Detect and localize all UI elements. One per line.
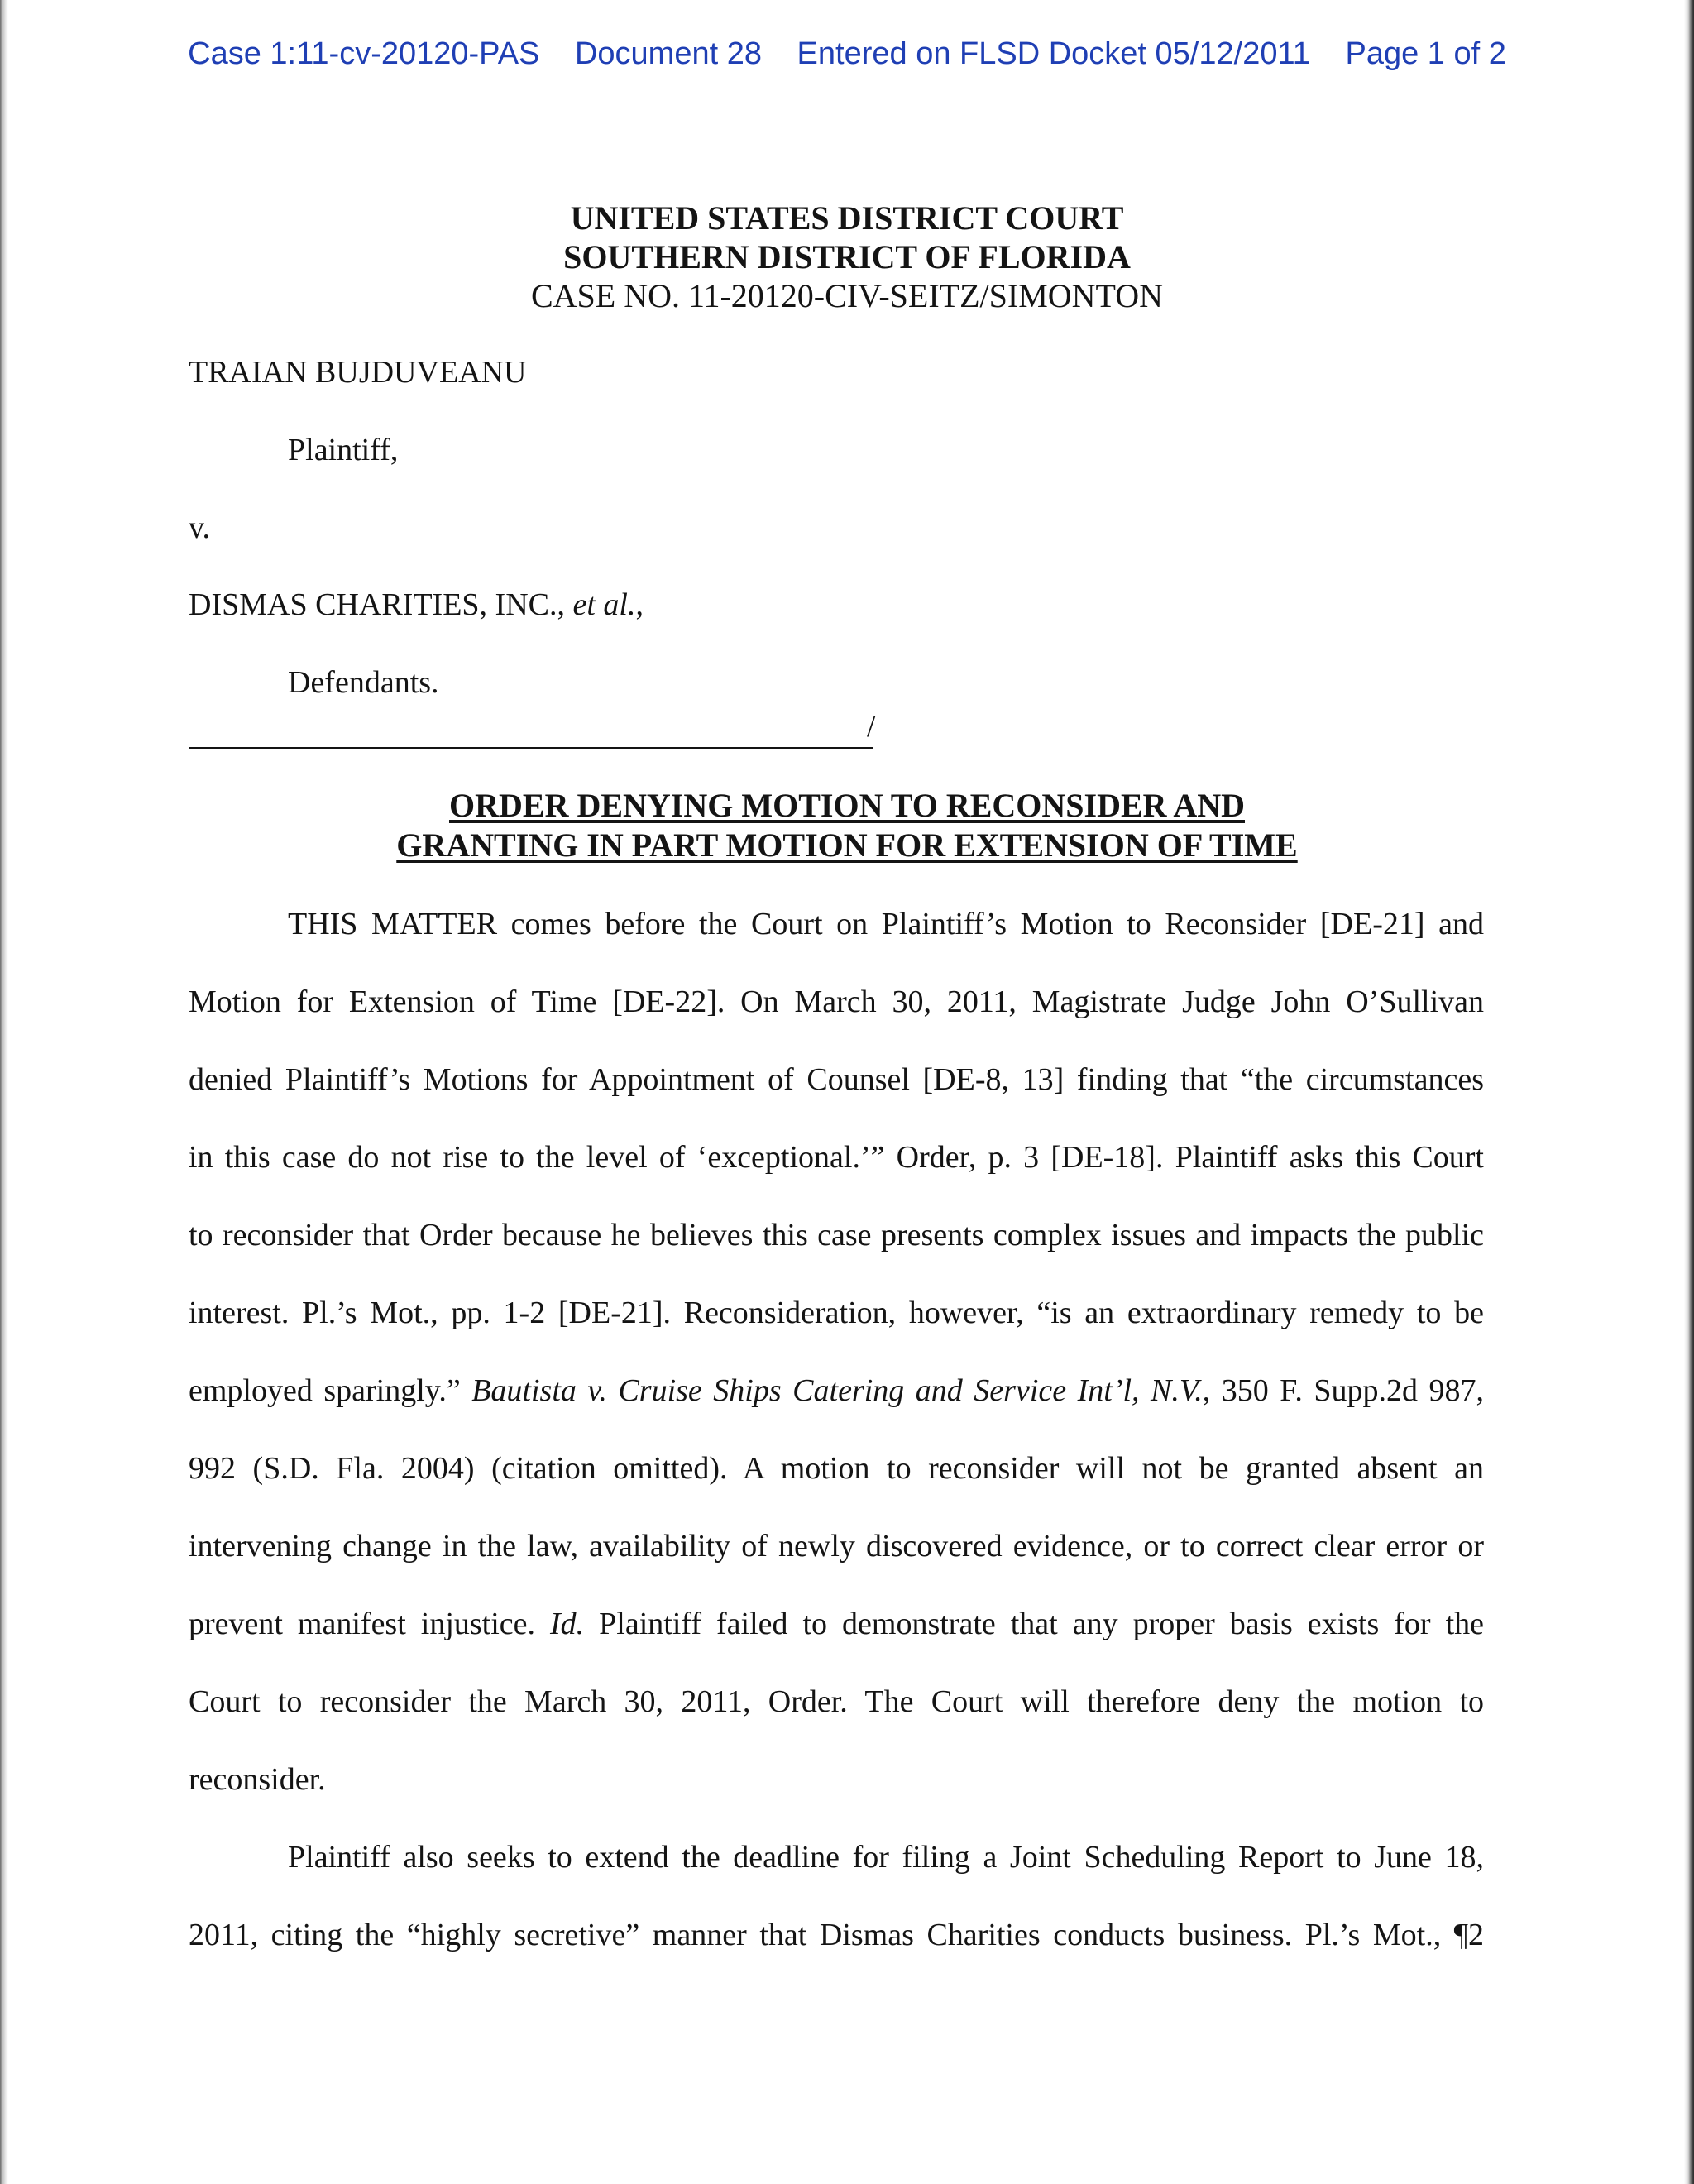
- paragraph-line: employed sparingly.” Bautista v. Cruise Ships Catering and Service Int’l, N.V., 350 F. Supp.2d 987,: [189, 1373, 1485, 1408]
- paragraph-line: in this case do not rise to the level of ‘exceptional.’” Order, p. 3 [DE-18]. Plaintiff asks this Court: [189, 1140, 1484, 1175]
- paragraph-line: Motion for Extension of Time [DE-22]. On March 30, 2011, Magistrate Judge John O’Sullivan: [189, 984, 1484, 1019]
- docket-entry-date: Entered on FLSD Docket 05/12/2011: [797, 36, 1310, 71]
- case-number: CASE NO. 11-20120-CIV-SEITZ/SIMONTON: [530, 277, 1164, 314]
- court-heading: [0, 199, 1694, 315]
- paragraph-line: 2011, citing the “highly secretive” manner that Dismas Charities conducts business. Pl.’s Mot., ¶2: [189, 1918, 1484, 1952]
- paragraph-line: prevent manifest injustice. Id. Plaintiff failed to demonstrate that any proper basis exists for the: [189, 1607, 1484, 1641]
- paragraph-line: intervening change in the law, availability of newly discovered evidence, or to correct clear error or: [189, 1529, 1484, 1564]
- paragraph-line: reconsider.: [189, 1762, 326, 1797]
- paragraph-1: [189, 904, 1484, 1837]
- caption-rule: [189, 747, 873, 749]
- paragraph-line: interest. Pl.’s Mot., pp. 1-2 [DE-21]. Reconsideration, however, “is an extraordinary remedy to be: [189, 1296, 1484, 1330]
- paragraph-line: Court to reconsider the March 30, 2011, Order. The Court will therefore deny the motion to: [189, 1684, 1484, 1719]
- caption-slash: /: [867, 709, 876, 744]
- order-title-line-1: ORDER DENYING MOTION TO RECONSIDER AND: [449, 787, 1245, 824]
- docket-page-number: Page 1 of 2: [1345, 36, 1506, 71]
- order-title: [0, 786, 1694, 865]
- versus-label: v.: [189, 510, 211, 545]
- case-citation: Bautista v. Cruise Ships Catering and Service Int’l, N.V.: [471, 1373, 1203, 1408]
- docket-header-stamp: [0, 36, 1694, 72]
- order-title-line-2: GRANTING IN PART MOTION FOR EXTENSION OF TIME: [396, 826, 1298, 864]
- paragraph-line: 992 (S.D. Fla. 2004) (citation omitted). A motion to reconsider will not be granted absent an: [189, 1451, 1484, 1486]
- docket-document-number: Document 28: [574, 36, 762, 71]
- scan-edge-left: [0, 0, 8, 2184]
- paragraph-2: [189, 1837, 1484, 1993]
- scan-edge-right: [1684, 0, 1694, 2184]
- defendant-name: DISMAS CHARITIES, INC., et al.,: [189, 587, 644, 622]
- court-name: UNITED STATES DISTRICT COURT: [570, 199, 1124, 237]
- plaintiff-role: Plaintiff,: [288, 433, 399, 467]
- paragraph-line: denied Plaintiff’s Motions for Appointment of Counsel [DE-8, 13] finding that “the circumstances: [189, 1062, 1484, 1097]
- defendant-role: Defendants.: [288, 665, 439, 700]
- paragraph-line: Plaintiff also seeks to extend the deadline for filing a Joint Scheduling Report to June 18,: [288, 1840, 1484, 1875]
- plaintiff-name: TRAIAN BUJDUVEANU: [189, 355, 527, 390]
- paragraph-line: to reconsider that Order because he believes this case presents complex issues and impacts the public: [189, 1218, 1484, 1252]
- docket-case-number: Case 1:11-cv-20120-PAS: [188, 36, 540, 71]
- paragraph-line: THIS MATTER comes before the Court on Plaintiff’s Motion to Reconsider [DE-21] and: [288, 907, 1484, 941]
- court-district: SOUTHERN DISTRICT OF FLORIDA: [563, 238, 1131, 275]
- id-citation: Id.: [550, 1607, 585, 1641]
